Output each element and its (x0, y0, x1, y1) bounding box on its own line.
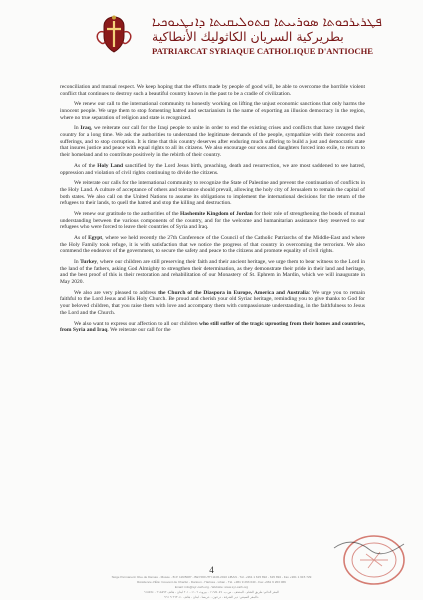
letter-body (60, 84, 365, 338)
bold-holy-land: Holy Land (97, 162, 124, 169)
footer-address-line-1: Siège Permanent: Rue de Damas - Musée - B.P. 116/5087 - BEYROUTH 1106-2010 LIBAN - Tél. +961 1 615 892 - 615 894 - Fax +961 1 615 729 (111, 575, 312, 579)
paragraph-4: As of the Holy Land sanctified by the Lord Jesus birth, preaching, death and resurrection, we are most saddened to see hatred, oppression and violation of civil rights continuing to divide the citizens. (60, 162, 366, 176)
bold-uprooting: who still suffer of the tragic uprooting from their homes and countries, from Syria and Iraq (60, 320, 365, 334)
paragraph-1: reconciliation and mutual respect. We keep hoping that the efforts made by people of good will, be able to overcome the horrible violent conflict that continues to destroy such a beautiful country known in the past to be a cradle of civilization. (60, 84, 365, 97)
bold-turkey: Turkey (80, 259, 98, 266)
header-syriac-title: ܦܛܪܝܪܟܘܬܐ ܣܘܪܝܝܬܐ ܩܬܘܠܝܩܝܬܐ ܕܐܢܛܝܘܟܝܐ (152, 15, 382, 30)
footer-arabic-line-1: المقر الدائم: طريق الشام - المتحف - ص.ب. ١١٦/٥٠٨٧ - بيروت ١١٠٦-٢٠١٠ لبنان - هاتف ٦١٥٨٩٢ - ٦١٥٨٩٤ (143, 590, 280, 594)
bold-jordan: Hashemite Kingdom of Jordan (179, 210, 253, 217)
page-number: 4 (209, 565, 214, 575)
header-arabic-title: بطريركية السريان الكاثوليك الأنطاكية (152, 29, 344, 44)
paragraph-3: In Iraq, we reiterate our call for the Iraqi people to unite in order to end the existing crises and conflicts that have ravaged their country for a long time. We ask the authorities to understand the legitimate demands of the people, sympathize with their concerns and sufferings, and to stop corruption. It is time that this country deserves after enduring much suffering to build a just and democratic state that insures justice and peace with equal rights to all its citizens. We also encourage our sons and daughters forced into exile, to return to their homeland and to contribute positively in the rebirth of their country. (60, 125, 365, 159)
patriarchal-crest-logo (92, 14, 136, 56)
paragraph-10: We also want to express our affection to all our children who still suffer of the tragic uprooting from their homes and countries, from Syria and Iraq. We reiterate our call for the (60, 320, 365, 334)
footer-contact-line: Email: info@syr-cath.org - Website: www.syr-cath.org (174, 585, 249, 589)
bold-iraq: Iraq (80, 125, 91, 132)
paragraph-8: In Turkey, where our children are still preserving their faith and their ancient heritage, we urge them to bear witness to the Lord in the land of the fathers, asking God Almighty to strengthen their determination, as they demonstrate their pride in their land and heritage, and the best proof of this is their restoration and rehabilitation of our Monastery of St. Ephrem in Mardin, which we will inaugurate in May 2020. (60, 259, 365, 286)
footer-arabic-line-2: المقر الصيفي: دير الشرفة - درعون - حريصا - لبنان - هاتف ٢٦٣٠٤٠ ٩ ٩٦١+ (164, 595, 259, 599)
paragraph-9: We also are very pleased to address the Church of the Diaspora in Europe, America and Australia: We urge you to remain faithful to the Lord Jesus and His Holy Church. Be proud and cherish your old Syriac heritage, reminding you to give thanks to God for your beloved children, that you raise them with love and accompany them with compassionate understanding, in the faithfulness to Jesus the Lord and the Church. (60, 289, 366, 316)
bold-egypt: Egypt (88, 235, 103, 242)
header-french-title: PATRIARCAT SYRIAQUE CATHOLIQUE D'ANTIOCHE (152, 46, 373, 56)
paragraph-7: As of Egypt, where we held recently the 27th Conference of the Council of the Catholic Patriarchs of the Middle-East and where the Holy Family took refuge, it is with satisfaction that we notice the progress of that country in overcoming the terrorism. We also commend the endeavor of the government, to secure the safety and peace to the citizens and promote equality of civil rights. (60, 235, 365, 255)
bold-diaspora: the Church of the Diaspora in Europe, America and Australia (158, 289, 309, 296)
footer-address-line-2: Résidence d'Été: Couvent de Charfet - Darioun - Harissa - Liban - Tél. +961 9 263 040 - Fax +961 9 263 066 (137, 580, 286, 584)
paragraph-6: We renew our gratitude to the authorities of the Hashemite Kingdom of Jordan for their role of strengthening the bonds of mutual understanding between the various components of the country, and for the welcome and humanitarian assistance they reserved to our refugees who were forced to leave their countries of Syria and Iraq. (60, 210, 366, 231)
paragraph-5: We reiterate our calls for the international community to recognize the State of Palestine and prevent the continuation of conflicts in the Holy Land. A culture of acceptance of others and tolerance should prevail, allowing the holy city of Jerusalem to remain the capital of both states. We also call on the United Nations to assume its obligations to implement the international decisions for the return of the refugees to their lands, to quell the hatred and stop the killing and destruction. (60, 180, 365, 207)
paragraph-2: We renew our call to the international community to honestly working on lifting the unjust economic sanctions that only harms the innocent people. We urge them to stop fomenting hatred and sectarianism in the name of exporting an illusion democracy in the region, where no true separation of religion and state is recognized. (60, 101, 365, 121)
